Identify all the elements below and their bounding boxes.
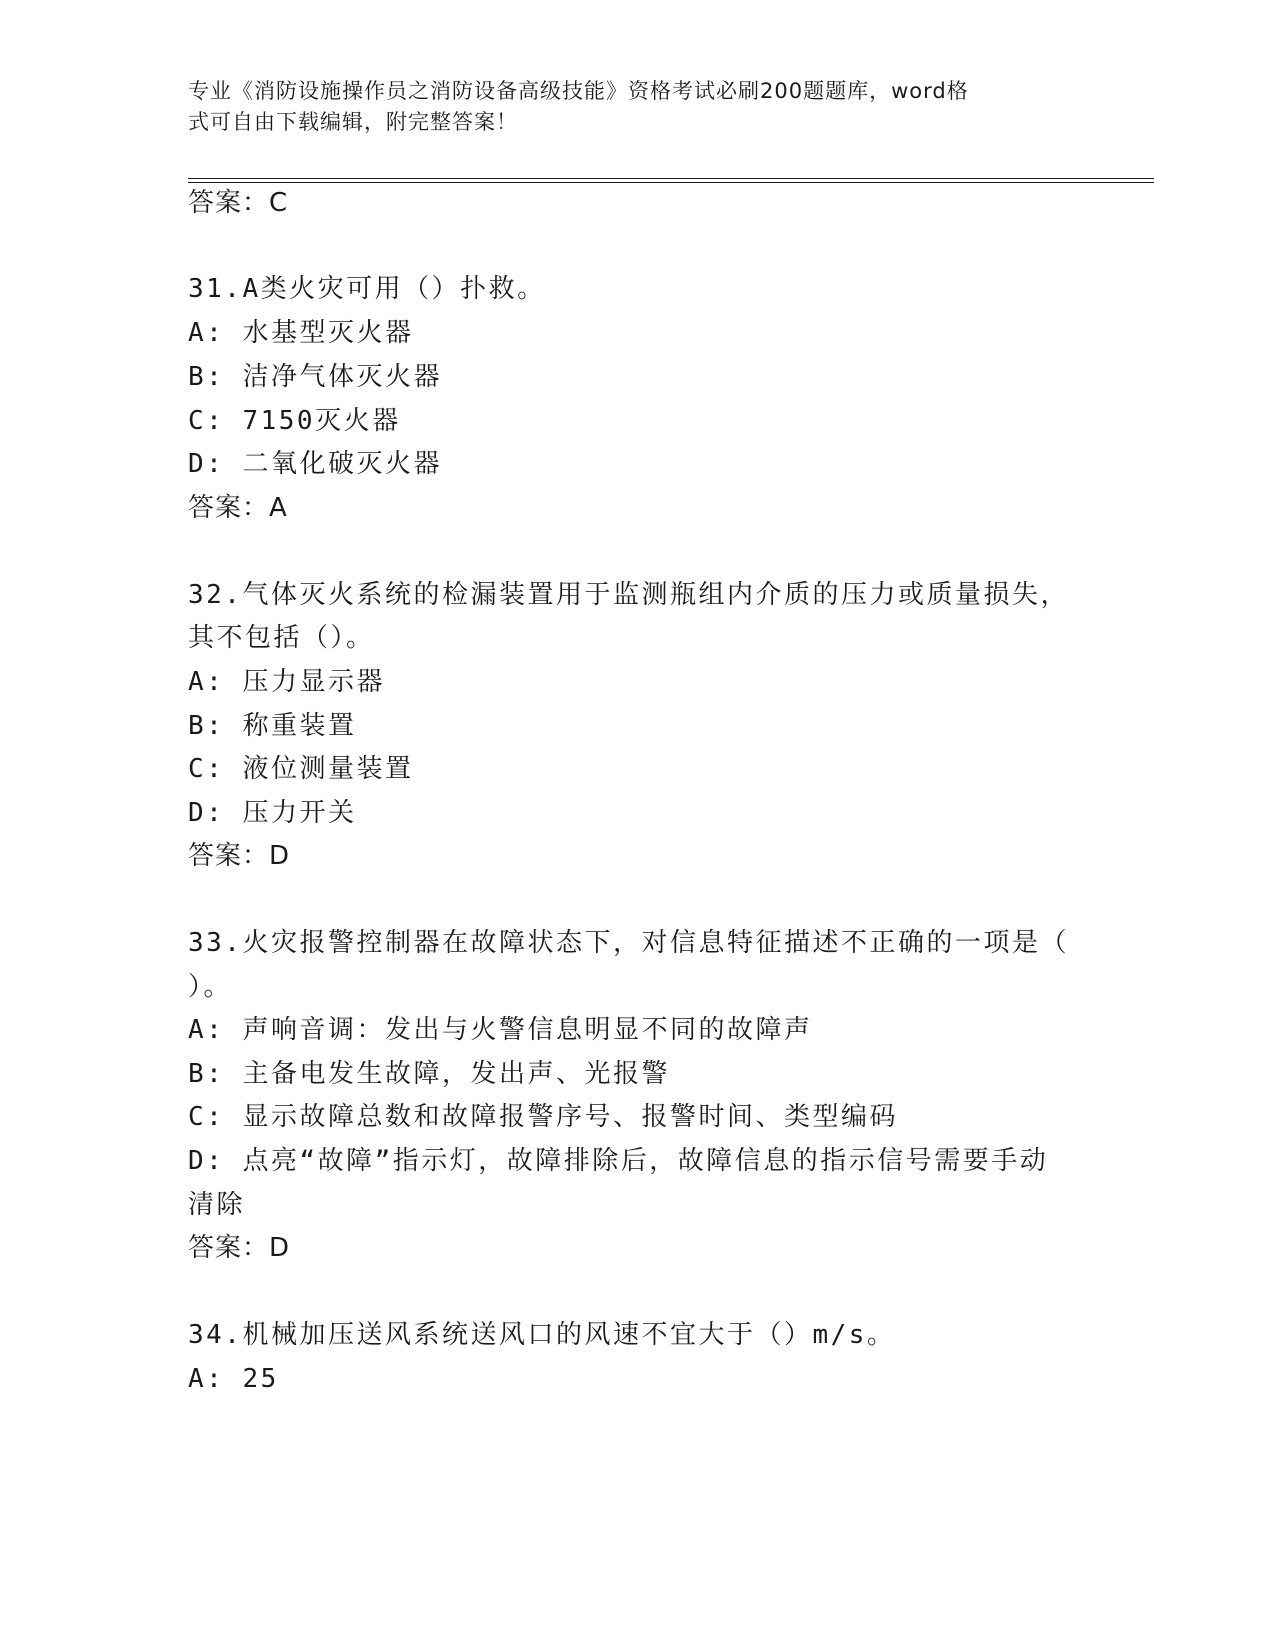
question-31-option-d: D: 二氧化破灭火器 — [188, 449, 442, 479]
header-line-2: 式可自由下载编辑，附完整答案！ — [188, 110, 518, 134]
question-32-option-d: D: 压力开关 — [188, 798, 357, 828]
question-33-answer: 答案：D — [188, 1233, 291, 1263]
question-34-option-a: A: 25 — [188, 1364, 279, 1394]
question-31-stem: 31.A类火灾可用（）扑救。 — [188, 274, 546, 304]
header-line-1: 专业《消防设施操作员之消防设备高级技能》资格考试必刷200题题库，word格 — [188, 79, 969, 103]
question-33-stem-line-2: ）。 — [188, 972, 233, 1002]
question-31-option-c: C: 7150灭火器 — [188, 406, 401, 436]
question-33-stem-line-1: 33.火灾报警控制器在故障状态下，对信息特征描述不正确的一项是（ — [188, 928, 1069, 958]
answer-previous: 答案：C — [188, 188, 289, 218]
header-divider-bottom — [188, 182, 1154, 183]
question-33-option-a: A: 声响音调：发出与火警信息明显不同的故障声 — [188, 1015, 813, 1045]
question-33-option-d: D: 点亮“故障”指示灯，故障排除后，故障信息的指示信号需要手动 — [188, 1146, 1049, 1176]
question-32-option-b: B: 称重装置 — [188, 711, 357, 741]
question-32-option-a: A: 压力显示器 — [188, 667, 385, 697]
question-34-stem: 34.机械加压送风系统送风口的风速不宜大于（）m/s。 — [188, 1320, 896, 1350]
question-31-option-a: A: 水基型灭火器 — [188, 318, 414, 348]
question-33-option-d-continued: 清除 — [188, 1190, 246, 1220]
question-32-stem-line-1: 32.气体灭火系统的检漏装置用于监测瓶组内介质的压力或质量损失， — [188, 580, 1069, 610]
question-32-option-c: C: 液位测量装置 — [188, 754, 414, 784]
document-header — [188, 76, 1088, 138]
question-31-answer: 答案：A — [188, 493, 288, 523]
question-33-option-b: B: 主备电发生故障，发出声、光报警 — [188, 1059, 670, 1089]
question-31-option-b: B: 洁净气体灭火器 — [188, 362, 442, 392]
question-33-option-c: C: 显示故障总数和故障报警序号、报警时间、类型编码 — [188, 1102, 898, 1132]
question-32-answer: 答案：D — [188, 841, 291, 871]
question-32-stem-line-2: 其不包括（）。 — [188, 623, 375, 653]
header-divider-top — [188, 178, 1154, 179]
